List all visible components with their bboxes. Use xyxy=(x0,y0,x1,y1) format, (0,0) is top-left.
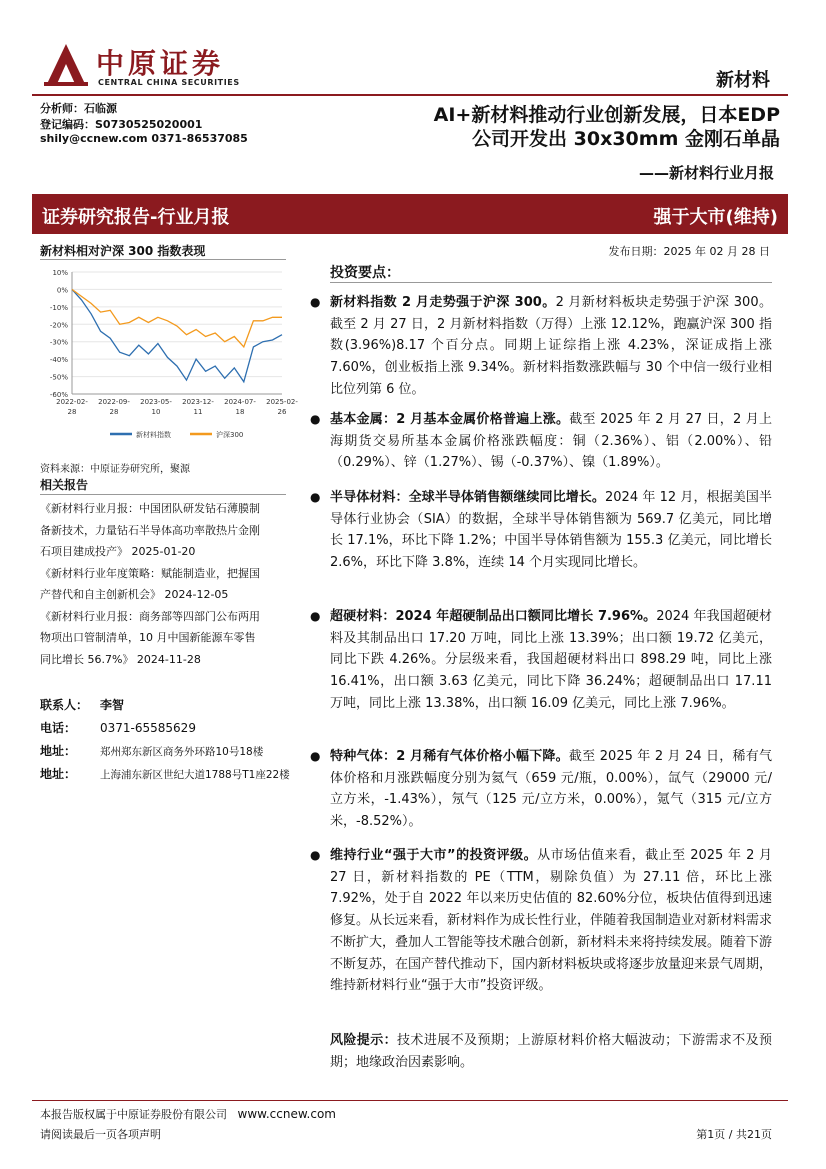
bullet-icon: ● xyxy=(310,295,321,309)
related-report-line: 产替代和自主创新机会》 2024-12-05 xyxy=(40,588,229,601)
bullet-icon: ● xyxy=(310,412,321,426)
bullet-icon: ● xyxy=(310,609,321,623)
bullet-icon: ● xyxy=(310,749,321,763)
report-title-line2: 公司开发出 30x30mm 金刚石单晶 xyxy=(472,128,780,150)
footer-site-link[interactable]: www.ccnew.com xyxy=(237,1107,336,1121)
report-type: 证券研究报告-行业月报 xyxy=(42,207,230,228)
bullet-icon: ● xyxy=(310,848,321,862)
chart-heading: 新材料相对沪深 300 指数表现 xyxy=(40,244,206,258)
logo-text-en: CENTRAL CHINA SECURITIES xyxy=(98,78,240,87)
publish-date: 发布日期：2025 年 02 月 28 日 xyxy=(608,245,770,258)
point-6: ● 维持行业“强于大市”的投资评级。从市场估值来看，截止至 2025 年 2 月 27 日，新材料指数的 PE（TTM，剔除负值）为 27.11 倍，环比上涨 7.92%，处于自 2022 年以来历史估值的 82.60%分位，板块估值得到迅速修复。从长远来看，新材料作为成长性行业，伴随着我国制造业对新材料需求不断扩大，叠加人工智能等技术融合创新，新材料未来将持续发展。随着下游不断复苏，在国产替代推动下，国内新材料板块或将逐步放量迎来景气周期，维持新材料行业“强于大市”投资评级。 xyxy=(330,845,772,997)
y-tick-label: -60% xyxy=(49,391,68,399)
contact-person: 联系人： 李智 xyxy=(40,698,125,712)
related-report-line: 《新材料行业月报：中国团队研发钻石薄膜制 xyxy=(40,502,260,515)
x-tick-label-day: 11 xyxy=(193,408,203,416)
legend-label: 沪深300 xyxy=(216,431,244,439)
x-tick-label-day: 28 xyxy=(109,408,119,416)
footer-rule xyxy=(32,1100,788,1101)
legend-label: 新材料指数 xyxy=(136,431,171,439)
related-report-item[interactable] xyxy=(40,563,320,606)
x-tick-label: 2023-05- xyxy=(140,398,172,406)
analyst-name: 分析师：石临源 xyxy=(40,102,117,115)
x-tick-label: 2025-02- xyxy=(266,398,298,406)
x-tick-label-day: 28 xyxy=(67,408,77,416)
related-report-item[interactable] xyxy=(40,606,320,671)
related-report-line: 石项目建成投产》 2025-01-20 xyxy=(40,545,196,558)
y-tick-label: 0% xyxy=(56,286,68,295)
page-number: 第1页 / 共21页 xyxy=(696,1128,772,1141)
point-2: ● 基本金属：2 月基本金属价格普遍上涨。截至 2025 年 2 月 27 日，2 月上海期货交易所基本金属价格涨跌幅度：铜（2.36%）、铝（2.00%）、铅（0.29%）、锌（1.27%）、锡（-0.37%）、镍（1.89%）。 xyxy=(330,409,772,474)
x-tick-label-day: 10 xyxy=(151,408,161,416)
contact-address-1: 地址： 郑州郑东新区商务外环路10号18楼 xyxy=(40,744,264,758)
series-line-2 xyxy=(72,289,282,347)
x-tick-label-day: 18 xyxy=(235,408,245,416)
relative-performance-chart xyxy=(40,264,298,454)
rating: 强于大市(维持) xyxy=(653,207,778,228)
related-report-line: 备新技术，力量钻石半导体高功率散热片金刚 xyxy=(40,523,260,537)
risk-warning: 风险提示：技术进展不及预期；上游原材料价格大幅波动；下游需求不及预期；地缘政治因素影响。 xyxy=(330,1033,772,1070)
related-report-item[interactable] xyxy=(40,498,320,563)
point-3: ● 半导体材料：全球半导体销售额继续同比增长。2024 年 12 月，根据美国半导体行业协会（SIA）的数据，全球半导体销售额为 569.7 亿美元，同比增长 17.1%，环比下降 1.2%；中国半导体销售额为 155.3 亿美元，同比增长 2.6%，环比下降 3.8%，连续 14 个月实现同比增长。 xyxy=(330,487,772,574)
y-tick-label: -30% xyxy=(49,338,68,347)
x-tick-label: 2023-12- xyxy=(182,398,214,406)
series-line-1 xyxy=(72,289,282,381)
report-title-line1: AI+新材料推动行业创新发展，日本EDP xyxy=(433,104,780,126)
x-tick-label: 2024-07- xyxy=(224,398,256,406)
related-report-line: 《新材料行业月报：商务部等四部门公布两用 xyxy=(40,609,260,623)
y-tick-label: 10% xyxy=(52,269,68,277)
y-tick-label: -10% xyxy=(49,303,68,312)
related-report-line: 同比增长 56.7%》 2024-11-28 xyxy=(40,652,201,666)
logo-mark-icon xyxy=(44,42,88,88)
report-subtitle: ——新材料行业月报 xyxy=(638,164,774,182)
point-4: ● 超硬材料：2024 年超硬制品出口额同比增长 7.96%。2024 年我国超硬材料及其制品出口 17.20 万吨，同比上涨 13.39%；出口额 19.72 亿美元，同比下跌 4.26%。分层级来看，我国超硬材料出口 898.29 吨，同比上涨 16.41%，出口额 3.63 亿美元，同比下降 36.24%；超硬制品出口 17.11 万吨，同比上涨 13.38%，出口额 16.09 亿美元，同比上涨 7.96%。 xyxy=(330,606,772,715)
contact-phone: 电话： 0371-65585629 xyxy=(40,721,196,735)
bullet-icon: ● xyxy=(310,490,321,504)
sector-tag: 新材料 xyxy=(716,70,770,91)
related-rule xyxy=(40,494,286,495)
logo-text-cn: 中原证券 xyxy=(96,47,225,80)
related-reports-heading: 相关报告 xyxy=(40,478,89,492)
rating-banner xyxy=(32,194,788,234)
y-tick-label: -20% xyxy=(49,321,68,330)
chart-heading-rule xyxy=(40,259,286,260)
x-tick-label-day: 26 xyxy=(277,408,287,416)
company-logo xyxy=(44,42,264,92)
invest-heading: 投资要点： xyxy=(330,265,400,281)
related-report-line: 《新材料行业年度策略：赋能制造业，把握国 xyxy=(40,566,260,580)
invest-rule xyxy=(330,282,772,283)
related-reports-list xyxy=(40,498,320,670)
x-tick-label: 2022-02- xyxy=(56,398,88,406)
footer-notice: 请阅读最后一页各项声明 xyxy=(40,1128,161,1141)
footer-copyright: 本报告版权属于中原证券股份有限公司 www.ccnew.com xyxy=(40,1107,336,1121)
chart-source: 资料来源：中原证券研究所，聚源 xyxy=(40,464,190,475)
related-report-line: 物项出口管制清单，10 月中国新能源车零售 xyxy=(40,631,256,644)
analyst-reg: 登记编码：S0730525020001 xyxy=(40,118,203,131)
y-tick-label: -50% xyxy=(49,373,68,382)
contact-address-2: 地址： 上海浦东新区世纪大道1788号T1座22楼 xyxy=(40,767,290,781)
y-tick-label: -40% xyxy=(49,356,68,365)
point-5: ● 特种气体：2 月稀有气体价格小幅下降。截至 2025 年 2 月 24 日，稀有气体价格和月涨跌幅度分别为氦气（659 元/瓶，0.00%），氙气（29000 元/立方米，-1.43%），氖气（125 元/立方米，0.00%），氪气（315 元/立方米，-8.52%）。 xyxy=(330,746,772,833)
header-rule xyxy=(32,94,788,96)
analyst-contact: shily@ccnew.com 0371-86537085 xyxy=(40,132,248,145)
x-tick-label: 2022-09- xyxy=(98,398,130,406)
point-1: ● 新材料指数 2 月走势强于沪深 300。2 月新材料板块走势强于沪深 300。截至 2 月 27 日，2 月新材料指数（万得）上涨 12.12%，跑赢沪深 300 指数(3.96%)8.17 个百分点。同期上证综指上涨 4.23%，深证成指上涨 7.60%，创业板指上涨 9.34%。新材料指数涨跌幅与 30 个中信一级行业相比位列第 6 位。 xyxy=(330,292,772,401)
